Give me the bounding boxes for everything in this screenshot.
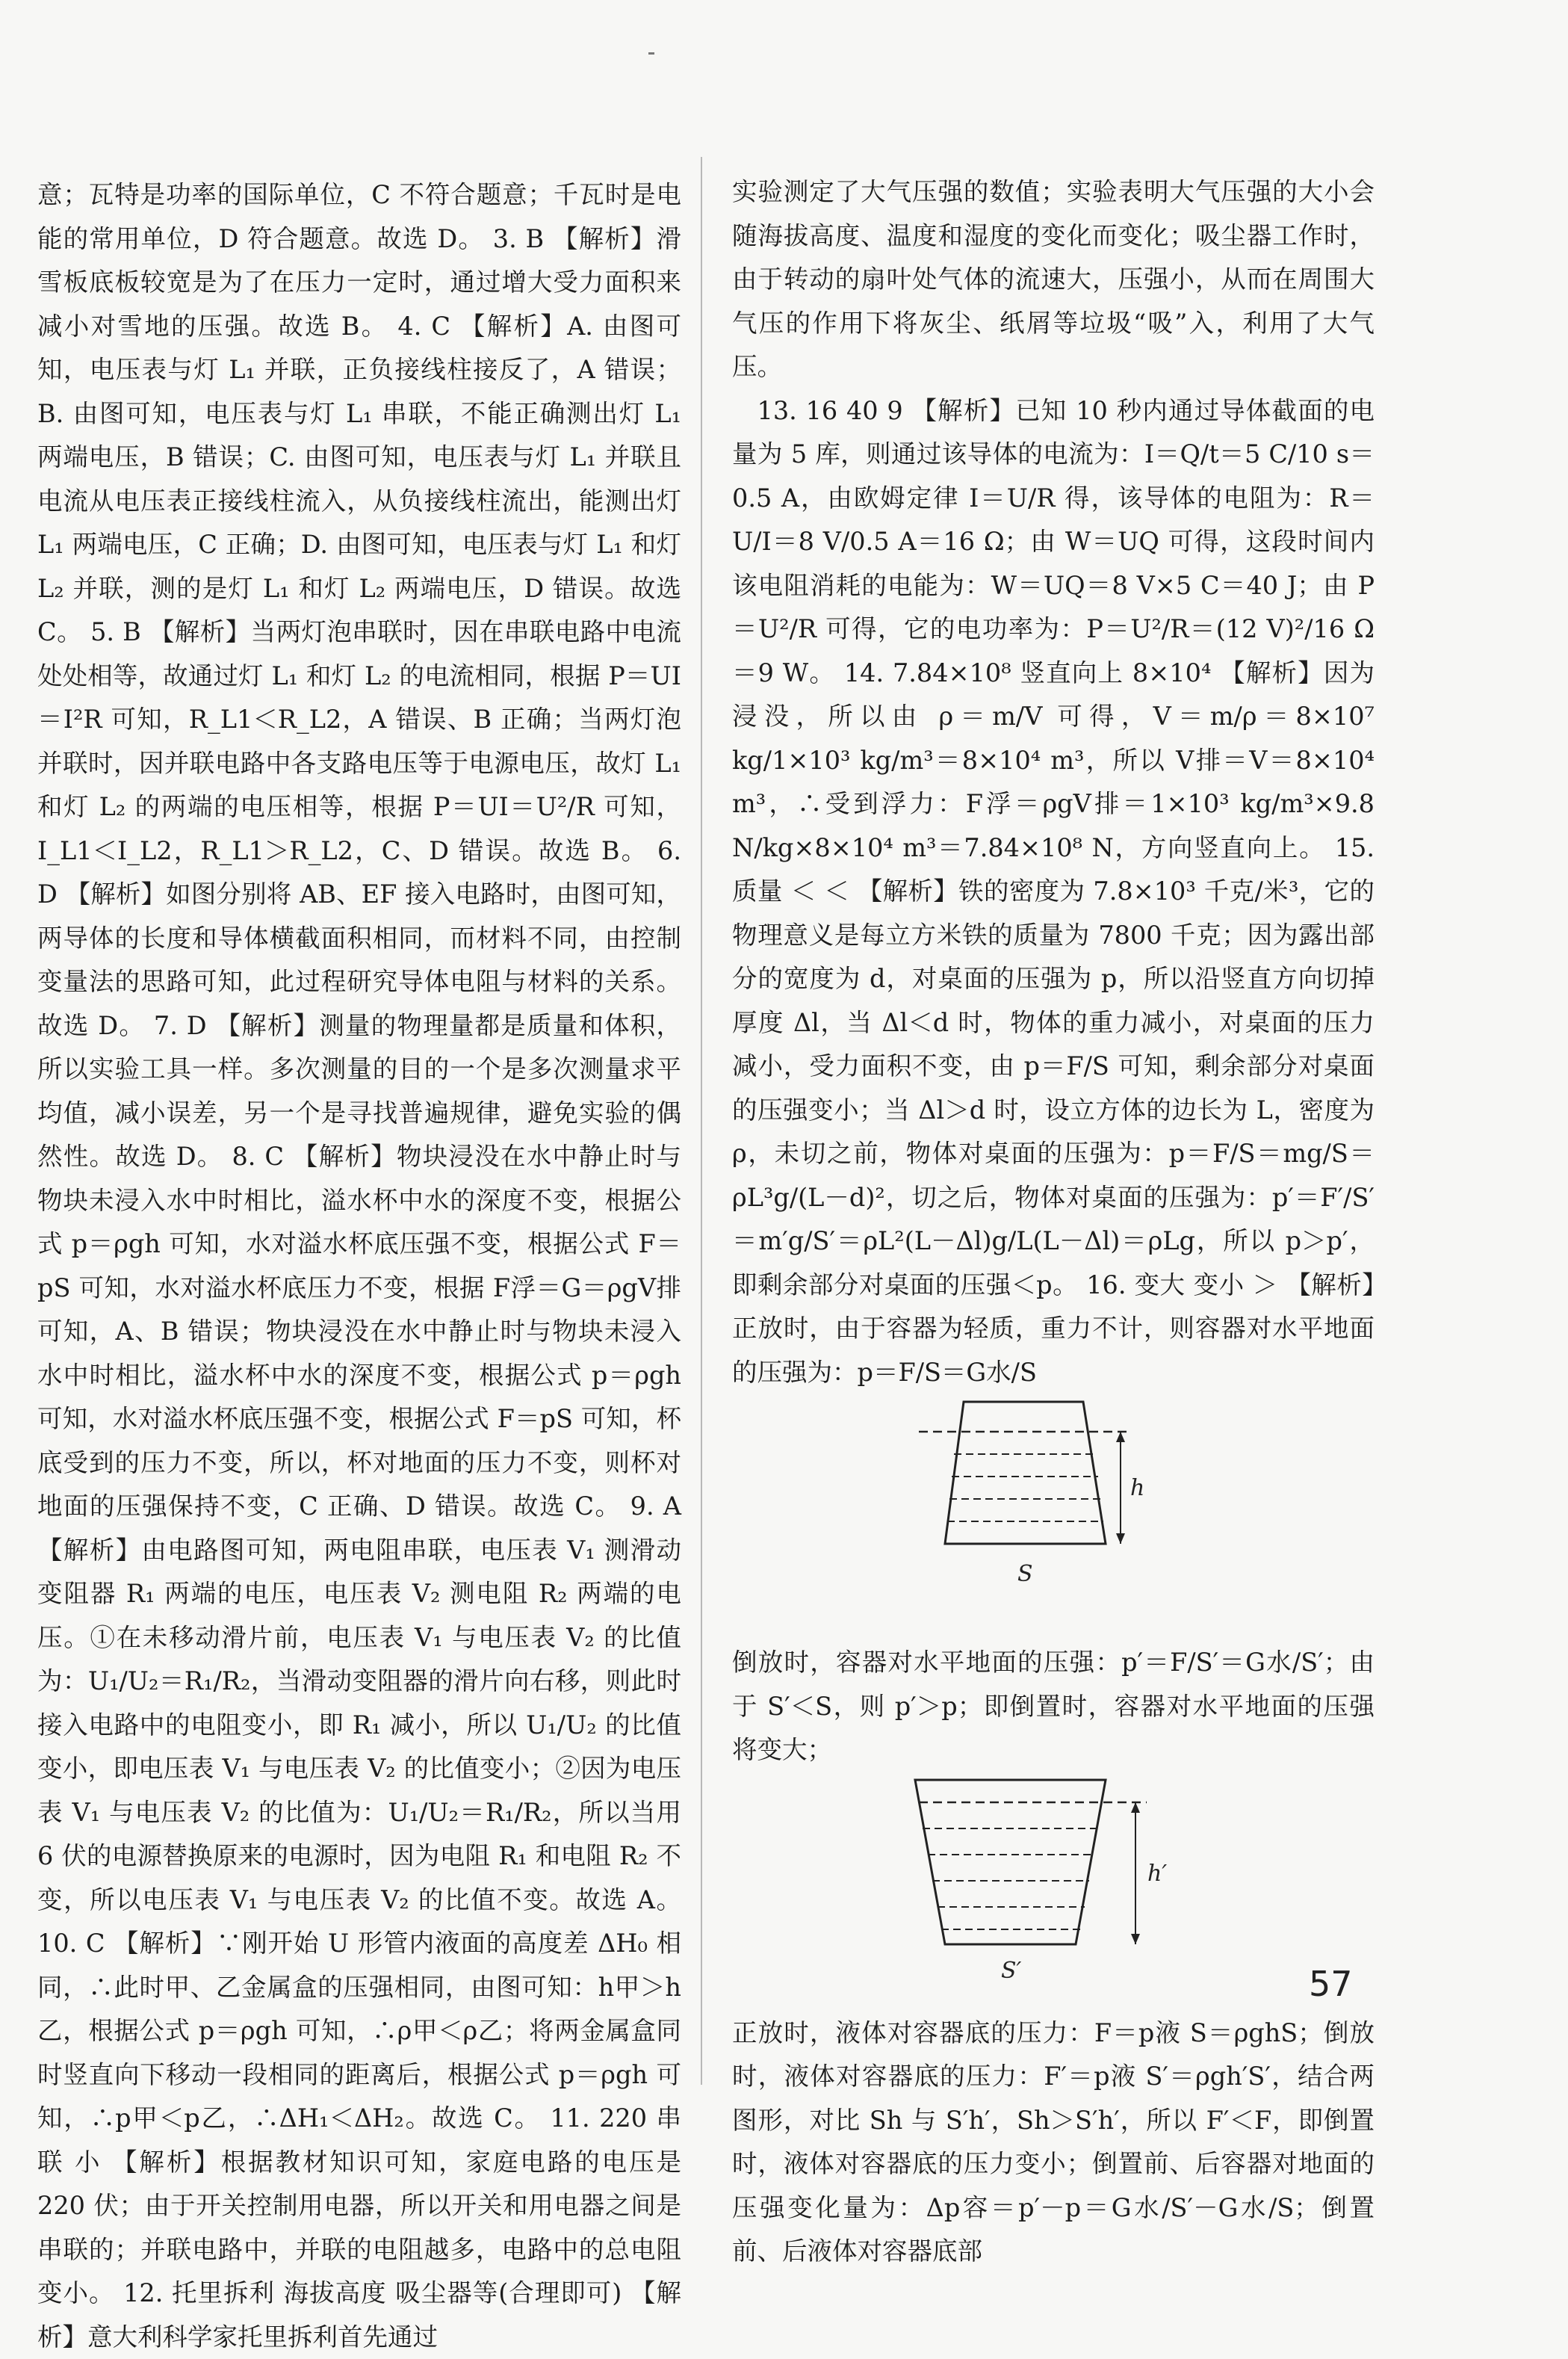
page-number: 57 — [1309, 1964, 1353, 2004]
height-label: h — [1130, 1475, 1145, 1501]
answer-paragraph: 正放时，液体对容器底的压力：F＝p液 S＝ρghS；倒放时，液体对容器底的压力：F′＝p液 S′＝ρgh′S′，结合两图形，对比 Sh 与 S′h′，Sh＞S′h′，所以 F′＜F，即倒置时，液体对容器底的压力变小；倒置前、后容器对地面的压强变化量为：Δp容＝p′－p＝G水/S′－G水/S；倒置前、后液体对容器底部 — [732, 2018, 1375, 2266]
column-divider — [701, 157, 702, 2085]
base-area-label: S′ — [1001, 1957, 1022, 1984]
left-column — [37, 173, 681, 2359]
right-column — [732, 170, 1375, 2274]
answer-paragraph: 实验测定了大气压强的数值；实验表明大气压强的大小会随海拔高度、温度和湿度的变化而变化；吸尘器工作时，由于转动的扇叶处气体的流速大，压强小，从而在周围大气压的作用下将灰尘、纸屑等垃圾“吸”入，利用了大气压。 — [732, 177, 1375, 381]
container-upright-figure — [732, 1394, 1375, 1641]
container-inverted-diagram — [732, 1772, 1375, 2012]
answer-paragraph: 倒放时，容器对水平地面的压强：p′＝F/S′＝G水/S′；由于 S′＜S，则 p′＞p；即倒置时，容器对水平地面的压强将变大； — [732, 1648, 1375, 1764]
answer-paragraph: 意；瓦特是功率的国际单位，C 不符合题意；千瓦时是电能的常用单位，D 符合题意。故选 D。 3. B 【解析】滑雪板底板较宽是为了在压力一定时，通过增大受力面积来减小对雪地的压强。故选 B。 4. C 【解析】A. 由图可知，电压表与灯 L₁ 并联，正负接线柱接反了，A 错误；B. 由图可知，电压表与灯 L₁ 串联，不能正确测出灯 L₁ 两端电压，B 错误；C. 由图可知，电压表与灯 L₁ 并联且电流从电压表正接线柱流入，从负接线柱流出，能测出灯 L₁ 两端电压，C 正确；D. 由图可知，电压表与灯 L₁ 和灯 L₂ 并联，测的是灯 L₁ 和灯 L₂ 两端电压，D 错误。故选 C。 5. B 【解析】当两灯泡串联时，因在串联电路中电流处处相等，故通过灯 L₁ 和灯 L₂ 的电流相同，根据 P＝UI＝I²R 可知，R_L1＜R_L2，A 错误、B 正确；当两灯泡并联时，因并联电路中各支路电压等于电源电压，故灯 L₁ 和灯 L₂ 的两端的电压相等，根据 P＝UI＝U²/R 可知，I_L1＜I_L2，R_L1＞R_L2，C、D 错误。故选 B。 6. D 【解析】如图分别将 AB、EF 接入电路时，由图可知，两导体的长度和导体横截面积相同，而材料不同，由控制变量法的思路可知，此过程研究导体电阻与材料的关系。故选 D。 7. D 【解析】测量的物理量都是质量和体积，所以实验工具一样。多次测量的目的一个是多次测量求平均值，减小误差，另一个是寻找普遍规律，避免实验的偶然性。故选 D。 8. C 【解析】物块浸没在水中静止时与物块未浸入水中时相比，溢水杯中水的深度不变，根据公式 p＝ρgh 可知，水对溢水杯底压强不变，根据公式 F＝pS 可知，水对溢水杯底压力不变，根据 F浮＝G＝ρgV排 可知，A、B 错误；物块浸没在水中静止时与物块未浸入水中时相比，溢水杯中水的深度不变，根据公式 p＝ρgh 可知，水对溢水杯底压强不变，根据公式 F＝pS 可知，杯底受到的压力不变，所以，杯对地面的压力不变，则杯对地面的压强保持不变，C 正确、D 错误。故选 C。 9. A 【解析】由电路图可知，两电阻串联，电压表 V₁ 测滑动变阻器 R₁ 两端的电压，电压表 V₂ 测电阻 R₂ 两端的电压。①在未移动滑片前，电压表 V₁ 与电压表 V₂ 的比值为：U₁/U₂＝R₁/R₂，当滑动变阻器的滑片向右移，则此时接入电路中的电阻变小，即 R₁ 减小，所以 U₁/U₂ 的比值变小，即电压表 V₁ 与电压表 V₂ 的比值变小；②因为电压表 V₁ 与电压表 V₂ 的比值为：U₁/U₂＝R₁/R₂，所以当用 6 伏的电源替换原来的电源时，因为电阻 R₁ 和电阻 R₂ 不变，所以电压表 V₁ 与电压表 V₂ 的比值不变。故选 A。 10. C 【解析】∵刚开始 U 形管内液面的高度差 ΔH₀ 相同，∴此时甲、乙金属盒的压强相同，由图可知：h甲＞h乙，根据公式 p＝ρgh 可知，∴ρ甲＜ρ乙；将两金属盒同时竖直向下移动一段相同的距离后，根据公式 p＝ρgh 可知，∴p甲＜p乙，∴ΔH₁＜ΔH₂。故选 C。 11. 220 串联 小 【解析】根据教材知识可知，家庭电路的电压是 220 伏；由于开关控制用电器，所以开关和用电器之间是串联的；并联电路中，并联的电阻越多，电路中的总电阻变小。 12. 托里拆利 海拔高度 吸尘器等(合理即可) 【解析】意大利科学家托里拆利首先通过 — [37, 180, 681, 2352]
height-label: h′ — [1147, 1860, 1168, 1887]
base-area-label: S — [1017, 1561, 1033, 1587]
container-inverted-figure — [732, 1772, 1375, 2012]
scan-mark — [648, 52, 654, 55]
container-upright-diagram — [732, 1394, 1375, 1641]
answer-paragraph: 13. 16 40 9 【解析】已知 10 秒内通过导体截面的电量为 5 库，则通过该导体的电流为：I＝Q/t＝5 C/10 s＝0.5 A，由欧姆定律 I＝U/R 得，该导体的电阻为：R＝U/I＝8 V/0.5 A＝16 Ω；由 W＝UQ 可得，这段时间内该电阻消耗的电能为：W＝UQ＝8 V×5 C＝40 J；由 P＝U²/R 可得，它的电功率为：P＝U²/R＝(12 V)²/16 Ω＝9 W。 14. 7.84×10⁸ 竖直向上 8×10⁴ 【解析】因为浸没，所以由 ρ＝m/V 可得，V＝m/ρ＝8×10⁷ kg/1×10³ kg/m³＝8×10⁴ m³，所以 V排＝V＝8×10⁴ m³，∴受到浮力：F浮＝ρgV排＝1×10³ kg/m³×9.8 N/kg×8×10⁴ m³＝7.84×10⁸ N，方向竖直向上。 15. 质量 ＜ ＜ 【解析】铁的密度为 7.8×10³ 千克/米³，它的物理意义是每立方米铁的质量为 7800 千克；因为露出部分的宽度为 d，对桌面的压强为 p，所以沿竖直方向切掉厚度 Δl，当 Δl＜d 时，物体的重力减小，对桌面的压力减小，受力面积不变，由 p＝F/S 可知，剩余部分对桌面的压强变小；当 Δl＞d 时，设立方体的边长为 L，密度为 ρ，未切之前，物体对桌面的压强为：p＝F/S＝mg/S＝ρL³g/(L－d)²，切之后，物体对桌面的压强为：p′＝F′/S′＝m′g/S′＝ρL²(L－Δl)g/L(L－Δl)＝ρLg，所以 p＞p′，即剩余部分对桌面的压强＜p。 16. 变大 变小 ＞ 【解析】正放时，由于容器为轻质，重力不计，则容器对水平地面的压强为：p＝F/S＝G水/S — [732, 395, 1375, 1387]
